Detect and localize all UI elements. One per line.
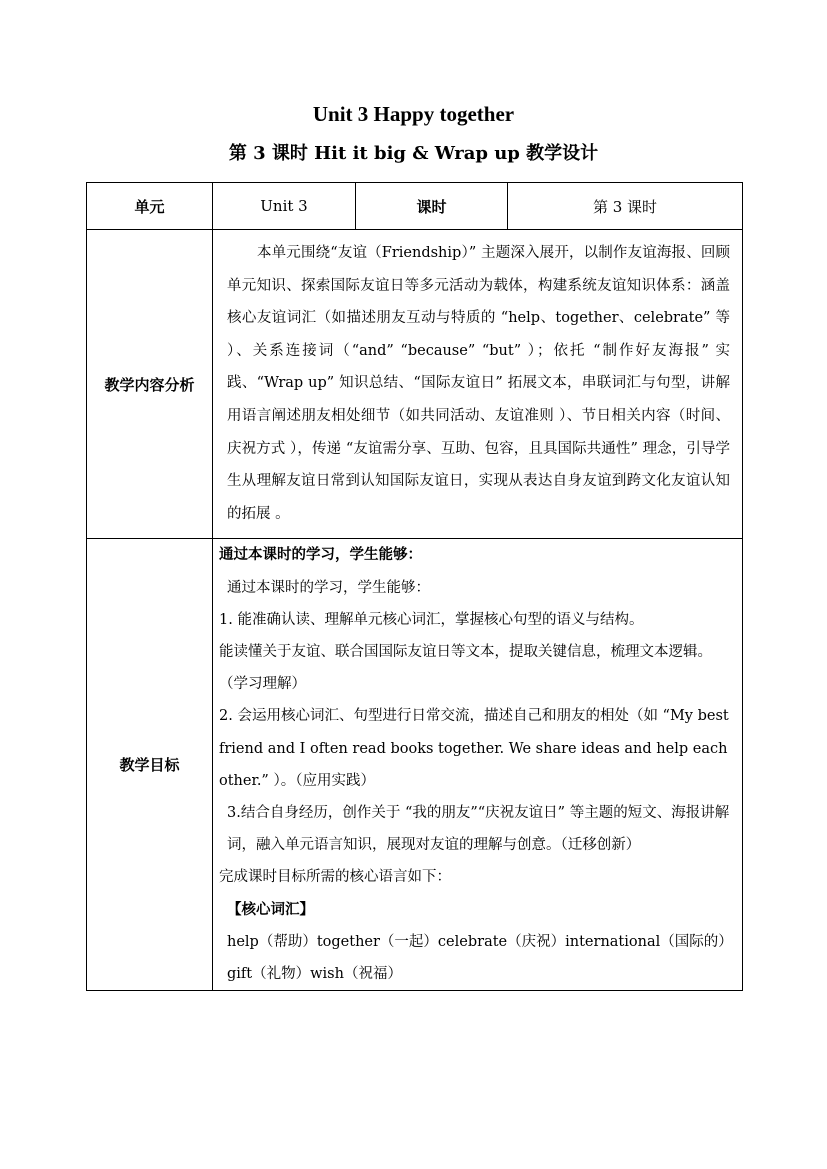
lesson-plan-table <box>86 182 743 991</box>
goals-label: 教学目标 <box>87 539 213 991</box>
goal-item-1b: 能读懂关于友谊、联合国国际友谊日等文本，提取关键信息，梳理文本逻辑。（学习理解） <box>219 643 712 693</box>
goals-heading: 通过本课时的学习，学生能够： <box>219 546 422 564</box>
document-subtitle: 第 3 课时 Hit it big & Wrap up 教学设计 <box>228 143 599 164</box>
vocab-title: 【核心词汇】 <box>227 900 314 918</box>
goal-item-1: 1. 能准确认读、理解单元核心词汇，掌握核心句型的语义与结构。 <box>219 611 644 628</box>
unit-label: 单元 <box>87 183 213 230</box>
goal-item-2: 2. 会运用核心词汇、句型进行日常交流，描述自己和朋友的相处（如 “My best friend and I often read books together. We share ideas and help each other.” ）。（应用实践） <box>219 708 729 789</box>
core-language-intro: 完成课时目标所需的核心语言如下： <box>219 869 451 886</box>
lesson-label: 课时 <box>356 183 508 230</box>
goals-content <box>213 539 742 990</box>
unit-value: Unit 3 <box>213 183 356 230</box>
vocab-line-2: gift（礼物）wish（祝福） <box>227 965 402 982</box>
goal-item-3: 3.结合自身经历，创作关于 “我的朋友”“庆祝友谊日” 等主题的短文、海报讲解词，融入单元语言知识，展现对友谊的理解与创意。（迁移创新） <box>227 804 730 854</box>
analysis-text: 本单元围绕“友谊（Friendship）” 主题深入展开，以制作友谊海报、回顾单元知识、探索国际友谊日等多元活动为载体，构建系统友谊知识体系：涵盖核心友谊词汇（如描述朋友互动与特质的 “help、together、celebrate” 等 ）、关系连接词（“and” “because” “but” ）；依托 “制作好友海报” 实践、“Wrap up” 知识总结、“国际友谊日” 拓展文本，串联词汇与句型，讲解用语言阐述朋友相处细节（如共同活动、友谊准则 ）、节日相关内容（时间、庆祝方式 ），传递 “友谊需分享、互助、包容，且具国际共通性” 理念，引导学生从理解友谊日常到认知国际友谊日，实现从表达自身友谊到跨文化友谊认知的拓展 。 <box>227 245 730 522</box>
goals-cell <box>213 539 743 991</box>
vocab-line-1: help（帮助）together（一起）celebrate（庆祝）international（国际的） <box>227 933 733 950</box>
goals-row <box>87 539 743 991</box>
analysis-label: 教学内容分析 <box>87 230 213 539</box>
goals-intro: 通过本课时的学习，学生能够： <box>227 579 430 596</box>
document-title: Unit 3 Happy together <box>312 102 515 126</box>
analysis-row <box>87 230 743 539</box>
analysis-cell <box>213 230 743 539</box>
lesson-value: 第 3 课时 <box>508 183 743 230</box>
header-row <box>87 183 743 230</box>
